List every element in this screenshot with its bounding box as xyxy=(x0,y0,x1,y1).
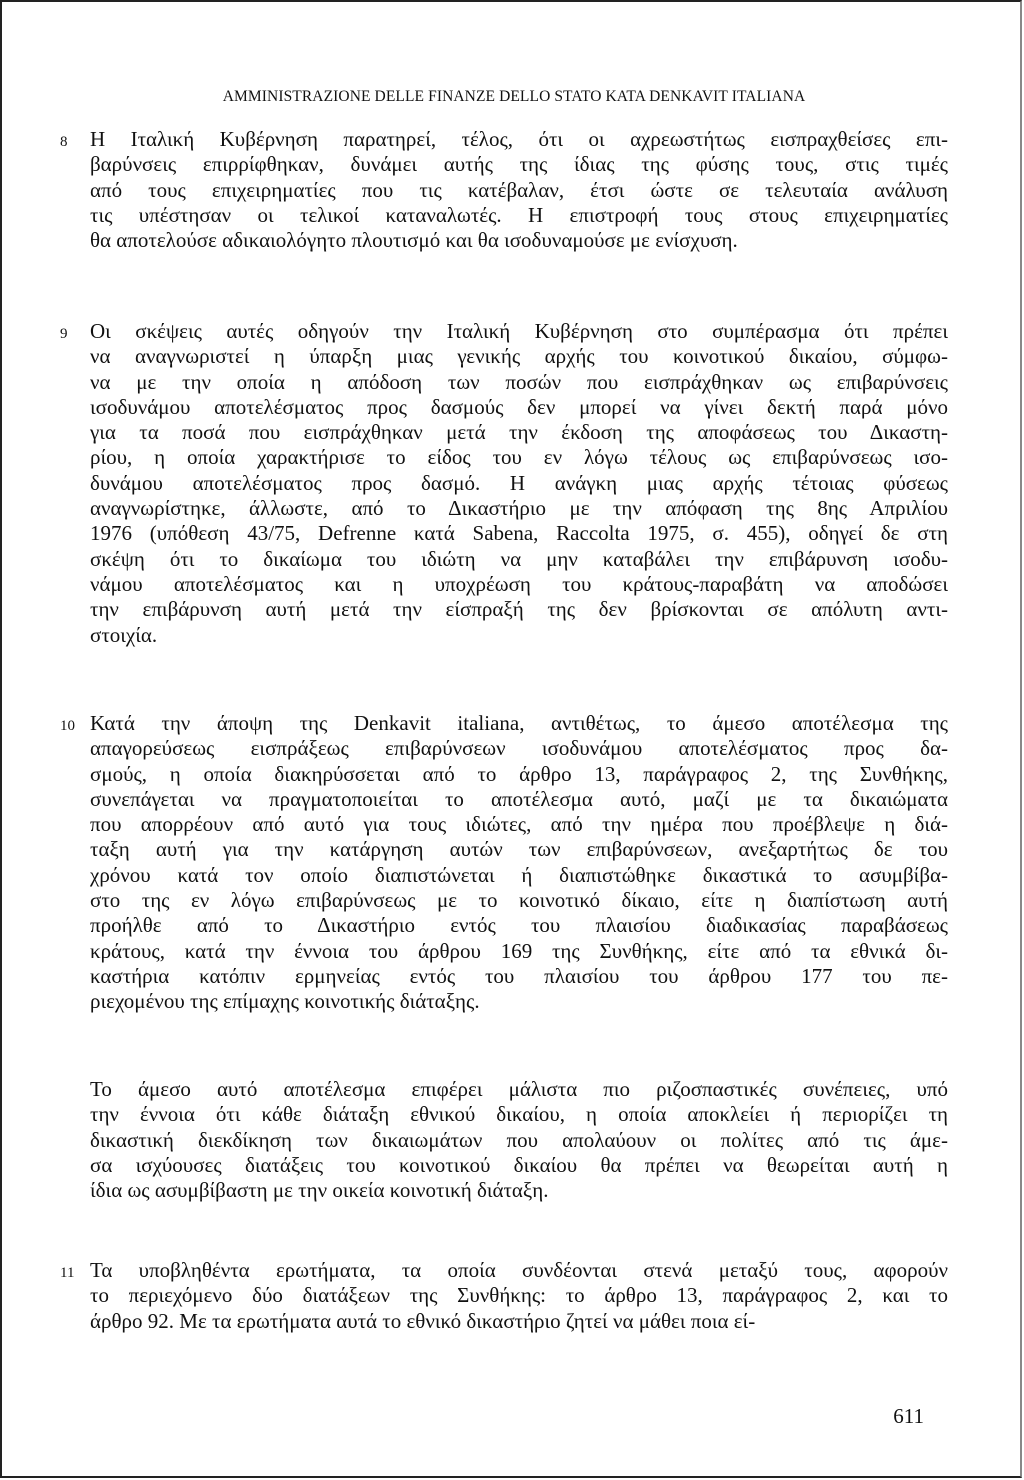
text-line: αναγνωρίστηκε, άλλωστε, από το Δικαστήριο με την απόφαση της 8ης Απριλίου xyxy=(90,496,948,521)
text-line: ταξη αυτή για την κατάργηση αυτών των επιβαρύνσεων, ανεξαρτήτως δε του xyxy=(90,837,948,862)
text-line: Η Ιταλική Κυβέρνηση παρατηρεί, τέλος, ότι οι αχρεωστήτως εισπραχθείσες επι- xyxy=(90,127,948,151)
text-line: βαρύνσεις επιρρίφθηκαν, δυνάμει αυτής της ίδιας της φύσης τους, στις τιμές xyxy=(90,152,948,177)
text-line: την επιβάρυνση αυτή μετά την είσπραξή της δεν βρίσκονται σε απόλυτη αντι- xyxy=(90,597,948,622)
text-line: σα ισχύουσες διατάξεις του κοινοτικού δικαίου θα πρέπει να θεωρείται αυτή η xyxy=(90,1152,948,1177)
text-line: δικαστική διεκδίκηση των δικαιωμάτων που απολαύουν οι πολίτες από τις άμε- xyxy=(90,1127,948,1152)
text-line: ριεχομένου της επίμαχης κοινοτικής διάταξης. xyxy=(90,989,480,1014)
text-line: για τα ποσά που εισπράχθηκαν μετά την έκδοση της αποφάσεως του Δικαστη- xyxy=(90,420,948,445)
paragraph-11 xyxy=(90,1258,948,1334)
text-line: ίδια ως ασυμβίβαστη με την οικεία κοινοτική διάταξη. xyxy=(90,1178,549,1203)
text-line: να αναγνωριστεί η ύπαρξη μιας γενικής αρχής του κοινοτικού δικαίου, σύμφω- xyxy=(90,344,948,369)
text-line: από τους επιχειρηματίες που τις κατέβαλαν, έτσι ώστε σε τελευταία ανάλυση xyxy=(90,177,948,202)
text-line: 1976 (υπόθεση 43/75, Defrenne κατά Sabena, Raccolta 1975, σ. 455), οδηγεί δε στη xyxy=(90,521,948,546)
text-line: στο της εν λόγω επιβαρύνσεως με το κοινοτικό δίκαιο, είτε η διαπίστωση αυτή xyxy=(90,888,948,913)
text-line: να με την οποία η απόδοση των ποσών που εισπράχθηκαν ως επιβαρύνσεις xyxy=(90,369,948,394)
text-line: σμούς, η οποία διακηρύσσεται από το άρθρο 13, παράγραφος 2, της Συνθήκης, xyxy=(90,761,948,786)
paragraph-number: 8 xyxy=(60,134,68,150)
text-line: θα αποτελούσε αδικαιολόγητο πλουτισμό και θα ισοδυναμούσε με ενίσχυση. xyxy=(90,228,738,253)
paragraph-number: 10 xyxy=(60,718,75,734)
text-line: που απορρέουν από αυτό για τους ιδιώτες, από την ημέρα που προέβλεψε η διά- xyxy=(90,812,948,837)
text-line: ρίου, η οποία χαρακτήρισε το είδος του εν λόγω τέλους ως επιβαρύνσεως ισο- xyxy=(90,445,948,470)
paragraph-10-continued xyxy=(90,1077,948,1203)
paragraph-9 xyxy=(90,319,948,648)
text-line: Τα υποβληθέντα ερωτήματα, τα οποία συνδέονται στενά μεταξύ τους, αφορούν xyxy=(90,1258,948,1282)
paragraph-8 xyxy=(90,127,948,253)
text-line: καστήρια κατόπιν ερμηνείας εντός του πλαισίου του άρθρου 177 του πε- xyxy=(90,963,948,988)
text-line: σκέψη ότι το δικαίωμα του ιδιώτη να μην καταβάλει την επιβάρυνση ισοδυ- xyxy=(90,546,948,571)
text-line: άρθρο 92. Με τα ερωτήματα αυτά το εθνικό δικαστήριο ζητεί να μάθει ποια εί- xyxy=(90,1308,756,1333)
running-header: AMMINISTRAZIONE DELLE FINANZE DELLO STATO KATA DENKAVIT ITALIANA xyxy=(222,88,806,105)
text-line: συνεπάγεται να πραγματοποιείται το αποτέλεσμα αυτό, μαζί με τα δικαιώματα xyxy=(90,786,948,811)
text-line: ισοδυνάμου αποτελέσματος προς δασμούς δεν μπορεί να γίνει δεκτή παρά μόνο xyxy=(90,394,948,419)
text-line: το περιεχόμενο δύο διατάξεων της Συνθήκης: το άρθρο 13, παράγραφος 2, και το xyxy=(90,1283,948,1308)
text-line: στοιχία. xyxy=(90,622,158,647)
text-line: προήλθε από το Δικαστήριο εντός του πλαισίου διαδικασίας παραβάσεως xyxy=(90,913,948,938)
text-line: δυνάμου αποτελέσματος προς δασμό. Η ανάγκη μιας αρχής τέτοιας φύσεως xyxy=(90,470,948,495)
text-line: τις υπέστησαν οι τελικοί καταναλωτές. Η επιστροφή τους στους επιχειρηματίες xyxy=(90,202,948,227)
paragraph-10 xyxy=(90,711,948,1015)
text-line: κράτους, κατά την έννοια του άρθρου 169 της Συνθήκης, είτε από τα εθνικά δι- xyxy=(90,938,948,963)
page-number: 611 xyxy=(893,1404,924,1428)
paragraph-number: 11 xyxy=(60,1265,75,1281)
text-line: Οι σκέψεις αυτές οδηγούν την Ιταλική Κυβέρνηση στο συμπέρασμα ότι πρέπει xyxy=(90,319,948,343)
text-line: Κατά την άποψη της Denkavit italiana, αντιθέτως, το άμεσο αποτέλεσμα της xyxy=(90,711,948,735)
text-line: απαγορεύσεως εισπράξεως επιβαρύνσεων ισοδυνάμου αποτελέσματος προς δα- xyxy=(90,736,948,761)
text-line: Το άμεσο αυτό αποτέλεσμα επιφέρει μάλιστα πιο ριζοσπαστικές συνέπειες, υπό xyxy=(90,1077,948,1101)
text-line: την έννοια ότι κάθε διάταξη εθνικού δικαίου, η οποία αποκλείει ή περιορίζει τη xyxy=(90,1102,948,1127)
paragraph-number: 9 xyxy=(60,326,68,342)
text-line: νάμου αποτελέσματος και η υποχρέωση του κράτους-παραβάτη να αποδώσει xyxy=(90,571,948,596)
text-line: χρόνου κατά τον οποίο διαπιστώνεται ή διαπιστώθηκε δικαστικά το ασυμβίβα- xyxy=(90,862,948,887)
